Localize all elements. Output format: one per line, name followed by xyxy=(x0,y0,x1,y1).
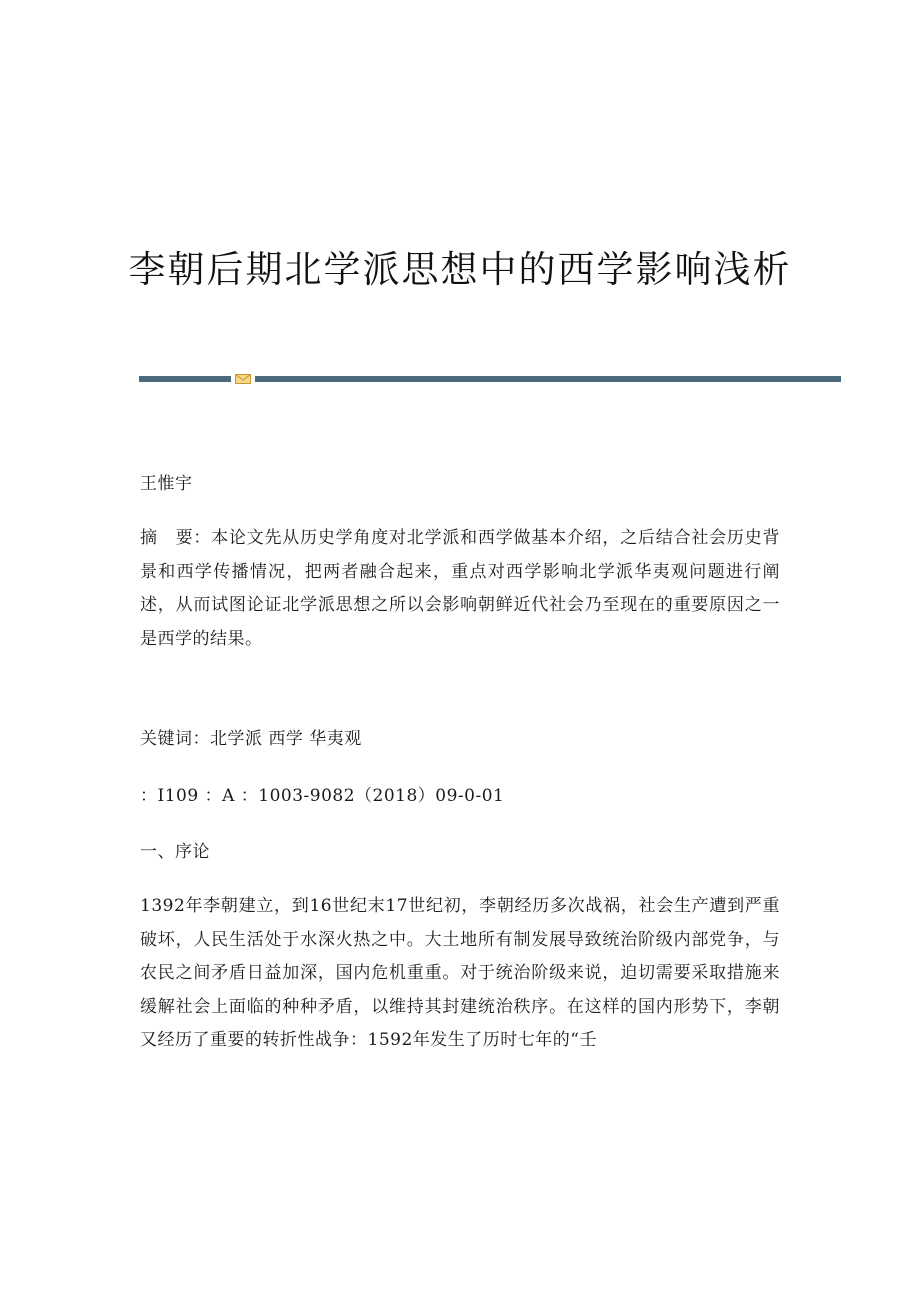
divider-left-bar xyxy=(139,376,231,382)
keywords-line: 关键词：北学派 西学 华夷观 xyxy=(140,729,362,749)
body-paragraph: 1392年李朝建立，到16世纪末17世纪初，李朝经历多次战祸，社会生产遭到严重破坏，人民生活处于水深火热之中。大土地所有制发展导致统治阶级内部党争，与农民之间矛盾日益加深，国内危机重重。对于统治阶级来说，迫切需要采取措施来缓解社会上面临的种种矛盾，以维持其封建统治秩序。在这样的国内形势下，李朝又经历了重要的转折性战争：1592年发生了历时七年的“壬 xyxy=(140,896,780,1050)
abstract-paragraph: 摘 要：本论文先从历史学角度对北学派和西学做基本介绍，之后结合社会历史背景和西学传播情况，把两者融合起来，重点对西学影响北学派华夷观问题进行阐述，从而试图论证北学派思想之所以会影响朝鲜近代社会乃至现在的重要原因之一是西学的结果。 xyxy=(140,528,780,649)
divider-right-bar xyxy=(255,376,841,382)
document-title: 李朝后期北学派思想中的西学影响浅析 xyxy=(128,247,792,291)
section-heading: 一、序论 xyxy=(140,842,210,862)
author-name: 王惟宇 xyxy=(140,474,193,494)
title-divider xyxy=(139,374,841,384)
envelope-ornament-icon xyxy=(235,374,251,384)
classification-line: ：I109 ：A ：1003-9082（2018）09-0-01 xyxy=(140,786,505,806)
